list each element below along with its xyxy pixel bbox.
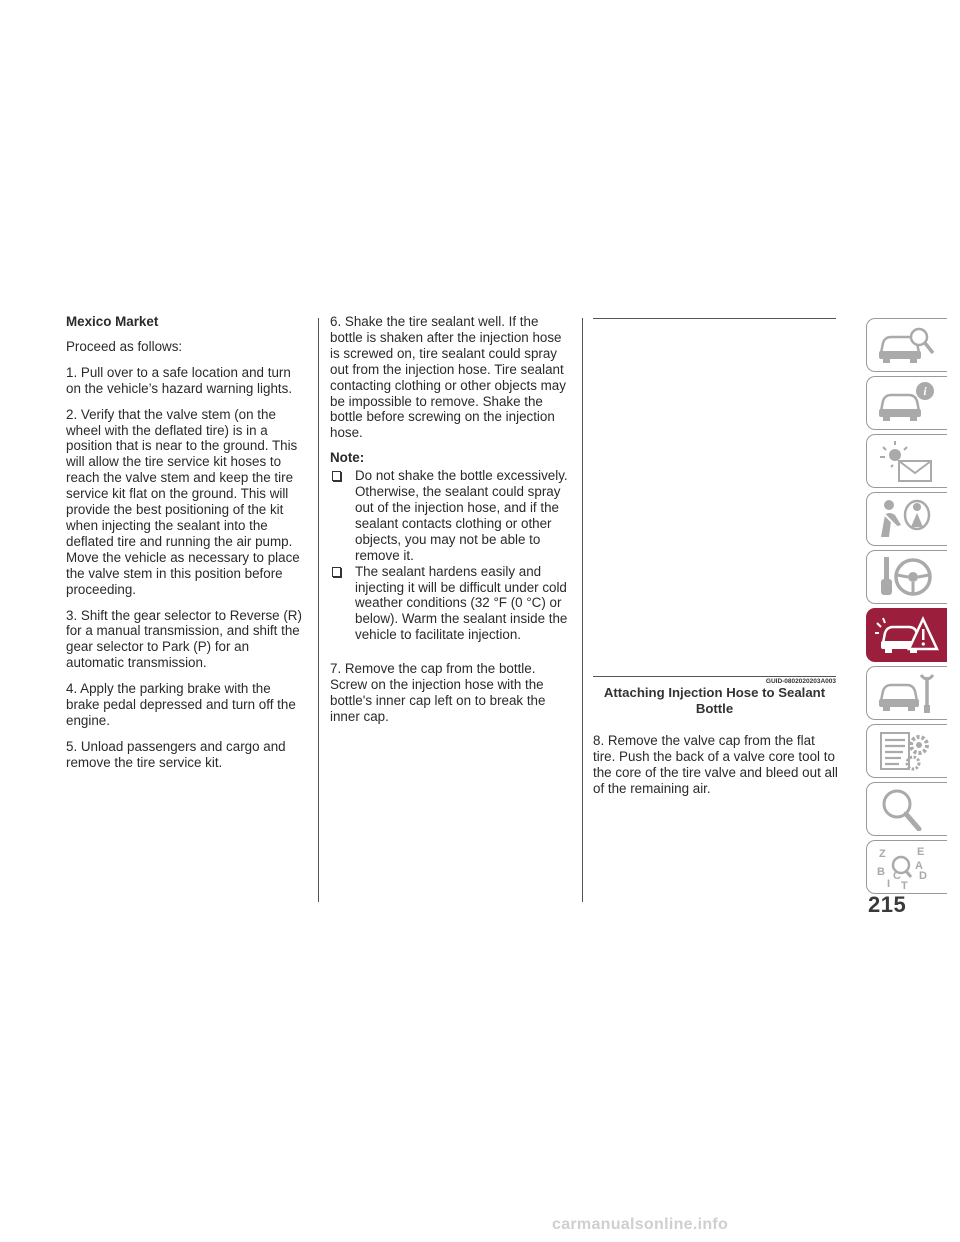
step-4: 4. Apply the parking brake with the brake pedal depressed and turn off the engine. bbox=[66, 681, 296, 728]
bullet-text: Do not shake the bottle excessively. Otherwise, the sealant could spray out of the injection hose, and if the sealant contacts clothing or other objects, you may not be able to remove it. bbox=[355, 468, 568, 563]
index-letter: B bbox=[877, 866, 885, 878]
column-2 bbox=[330, 314, 572, 735]
alphabetical-index-icon bbox=[875, 845, 939, 889]
column-3 bbox=[593, 733, 838, 797]
tab-starting-driving[interactable] bbox=[866, 550, 947, 604]
tab-servicing-maintenance[interactable] bbox=[866, 666, 947, 720]
figure-code: GUID-0802020203A003 bbox=[593, 676, 836, 685]
figure-caption: Attaching Injection Hose to Sealant Bottle bbox=[603, 685, 826, 716]
step-8: 8. Remove the valve cap from the flat tire. Push the back of a valve core tool to the core of the tire valve and bleed out all of the remaining air. bbox=[593, 733, 838, 796]
tab-in-case-of-emergency[interactable] bbox=[866, 608, 947, 662]
index-letter: I bbox=[887, 878, 891, 889]
watermark: carmanualsonline.info bbox=[552, 1216, 729, 1233]
step-5: 5. Unload passengers and cargo and remove the tire service kit. bbox=[66, 738, 286, 770]
checkbox-bullet-icon bbox=[332, 471, 341, 481]
step-7: 7. Remove the cap from the bottle. Screw on the injection hose with the bottle's inner cap left on to break the inner cap. bbox=[330, 661, 546, 724]
step-2: 2. Verify that the valve stem (on the wheel with the deflated tire) is in a position that is near to the ground. This will allow the tire service kit hoses to reach the valve stem and keep the tire service kit flat on the ground. This will provide the best positioning of the kit when injecting the sealant into the deflated tire and running the air pump. Move the vehicle as necessary to place the valve stem in this position before proceeding. bbox=[66, 406, 300, 597]
index-letter: E bbox=[917, 846, 925, 858]
index-letter: D bbox=[919, 870, 927, 882]
specs-gears-icon bbox=[875, 729, 939, 773]
airbag-seatbelt-icon bbox=[875, 497, 939, 541]
index-letter: Z bbox=[879, 848, 886, 860]
note-label: Note: bbox=[330, 450, 365, 466]
index-letter: C bbox=[893, 870, 901, 882]
tab-getting-to-know-vehicle[interactable] bbox=[866, 318, 947, 372]
warning-light-message-icon bbox=[875, 439, 939, 483]
search-icon bbox=[875, 787, 939, 831]
tab-warning-lights[interactable] bbox=[866, 434, 947, 488]
checkbox-bullet-icon bbox=[332, 567, 341, 577]
tab-contents[interactable] bbox=[866, 782, 947, 836]
svg-text:i: i bbox=[923, 384, 927, 398]
column-1 bbox=[66, 314, 306, 781]
note-bullet-1 bbox=[330, 468, 572, 563]
column-divider-1 bbox=[318, 318, 319, 902]
page-number: 215 bbox=[868, 892, 907, 917]
intro-text: Proceed as follows: bbox=[66, 338, 183, 354]
car-info-icon bbox=[875, 381, 939, 425]
step-6: 6. Shake the tire sealant well. If the bottle is shaken after the injection hose is screwed on, tire sealant could spray out from the injection hose. Tire sealant contacting clothing or other objects may be impossible to remove. Shake the bottle before screwing on the injection hose. bbox=[330, 314, 566, 441]
key-steering-wheel-icon bbox=[875, 555, 939, 599]
car-breakdown-icon bbox=[875, 613, 939, 657]
step-3: 3. Shift the gear selector to Reverse (R) for a manual transmission, and shift the gear selector to Park (P) for an automatic transmission. bbox=[66, 607, 302, 671]
car-magnifier-icon bbox=[875, 323, 939, 367]
column-divider-2 bbox=[582, 318, 583, 902]
tab-safety[interactable] bbox=[866, 492, 947, 546]
index-letter: T bbox=[901, 880, 908, 889]
tab-technical-specifications[interactable] bbox=[866, 724, 947, 778]
step-1: 1. Pull over to a safe location and turn on the vehicle’s hazard warning lights. bbox=[66, 364, 293, 396]
bullet-text: The sealant hardens easily and injecting it will be difficult under cold weather conditions (32 °F (0 °C) or below). Warm the sealant inside the vehicle to facilitate injection. bbox=[355, 563, 568, 643]
figure-area bbox=[593, 318, 836, 675]
tab-index[interactable] bbox=[866, 840, 947, 894]
car-maintenance-icon bbox=[875, 671, 939, 715]
tab-vehicle-info[interactable] bbox=[866, 376, 947, 430]
note-bullet-2 bbox=[330, 564, 572, 644]
index-letter: A bbox=[915, 860, 923, 872]
section-heading: Mexico Market bbox=[66, 314, 159, 329]
